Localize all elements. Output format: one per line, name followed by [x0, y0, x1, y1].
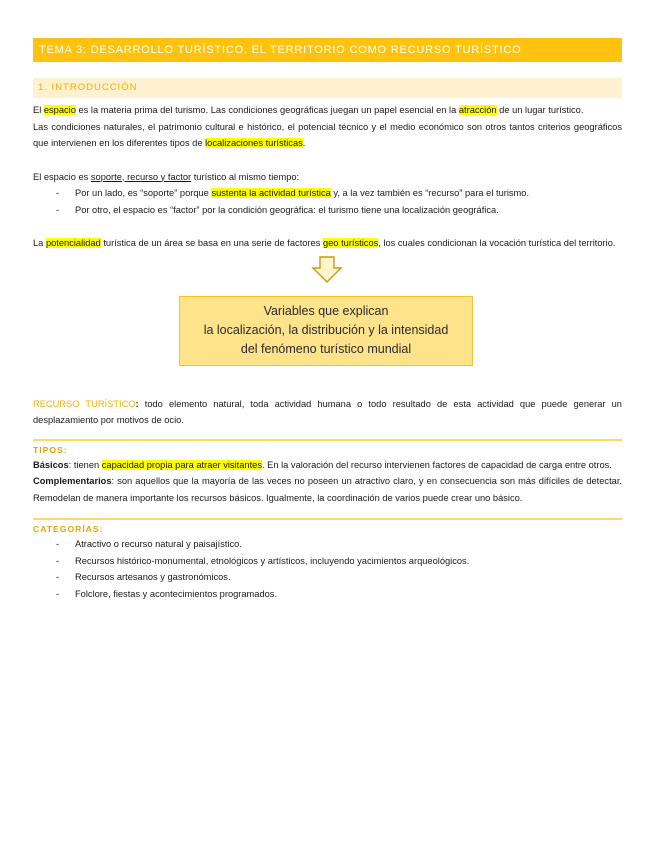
recurso-label: RECURSO TURÍSTICO — [33, 398, 136, 409]
tipos-heading: TIPOS: — [33, 444, 68, 455]
paragraph-espacio: El espacio es la materia prima del turismo. Las condiciones geográficas juegan un papel esencial en la atracción de un lugar turístico. — [33, 105, 584, 115]
list-item: - Folclore, fiestas y acontecimientos programados. — [56, 588, 278, 599]
highlight-potencialidad: potencialidad — [45, 238, 101, 248]
highlight-geo-turisticos: geo turísticos — [322, 238, 379, 248]
list-item: - Por otro, el espacio es “factor” por la condición geográfica: el turismo tiene una localización geográfica. — [56, 204, 499, 215]
paragraph-soporte: El espacio es soporte, recurso y factor turístico al mismo tiempo: — [33, 171, 300, 182]
paragraph-complementarios: Complementarios: son aquellos que la mayoría de las veces no poseen un atractivo claro, y en consecuencia son más difíciles de detectar. Remodelan de manera importante los recursos básicos. Igualmente, la coordinación de varios puede crear uno básico. — [33, 476, 622, 503]
paragraph-potencialidad: La potencialidad turística de un área se basa en una serie de factores geo turísticos, los cuales condicionan la vocación turística del territorio. — [33, 238, 616, 248]
categorias-heading: CATEGORÍAS: — [33, 524, 104, 534]
down-arrow-icon — [311, 256, 343, 284]
document-page — [33, 38, 622, 602]
highlight-capacidad: capacidad propia para atraer visitantes — [101, 459, 262, 470]
list-item: - Recursos artesanos y gastronómicos. — [56, 572, 231, 582]
highlight-espacio: espacio — [43, 105, 76, 115]
paragraph-basicos: Básicos: tienen capacidad propia para atraer visitantes. En la valoración del recurso intervienen factores de capacidad de carga entre otros. — [33, 459, 612, 470]
underline-soporte: soporte, recurso y factor — [90, 171, 192, 182]
soporte-list — [33, 185, 622, 218]
callout-box: Variables que explican la localización, la distribución y la intensidad del fenómeno turístico mundial — [179, 296, 473, 366]
highlight-atraccion: atracción — [458, 105, 497, 115]
list-item: - Por un lado, es “soporte” porque sustenta la actividad turística y, a la vez también es “recurso” para el turismo. — [56, 188, 530, 198]
list-item: - Recursos histórico-monumental, etnológicos y artísticos, incluyendo yacimientos arqueológicos. — [56, 555, 470, 566]
section-heading: 1. INTRODUCCIÓN — [33, 78, 622, 98]
document-title: TEMA 3: DESARROLLO TURÍSTICO. EL TERRITORIO COMO RECURSO TURÍSTICO — [33, 38, 622, 62]
highlight-localizaciones: localizaciones turísticas — [205, 138, 303, 148]
list-item: - Atractivo o recurso natural y paisajístico. — [56, 539, 242, 549]
categorias-list — [33, 536, 622, 602]
paragraph-condiciones: Las condiciones naturales, el patrimonio cultural e histórico, el potencial técnico y el medio económico son otros tantos criterios geográficos que intervienen en los diferentes tipos de localizaciones turísticas. — [33, 121, 622, 148]
paragraph-recurso: RECURSO TURÍSTICO: todo elemento natural, toda actividad humana o todo resultado de esta actividad que puede generar un desplazamiento por motivos de ocio. — [33, 398, 622, 425]
highlight-sustenta: sustenta la actividad turística — [211, 188, 331, 198]
